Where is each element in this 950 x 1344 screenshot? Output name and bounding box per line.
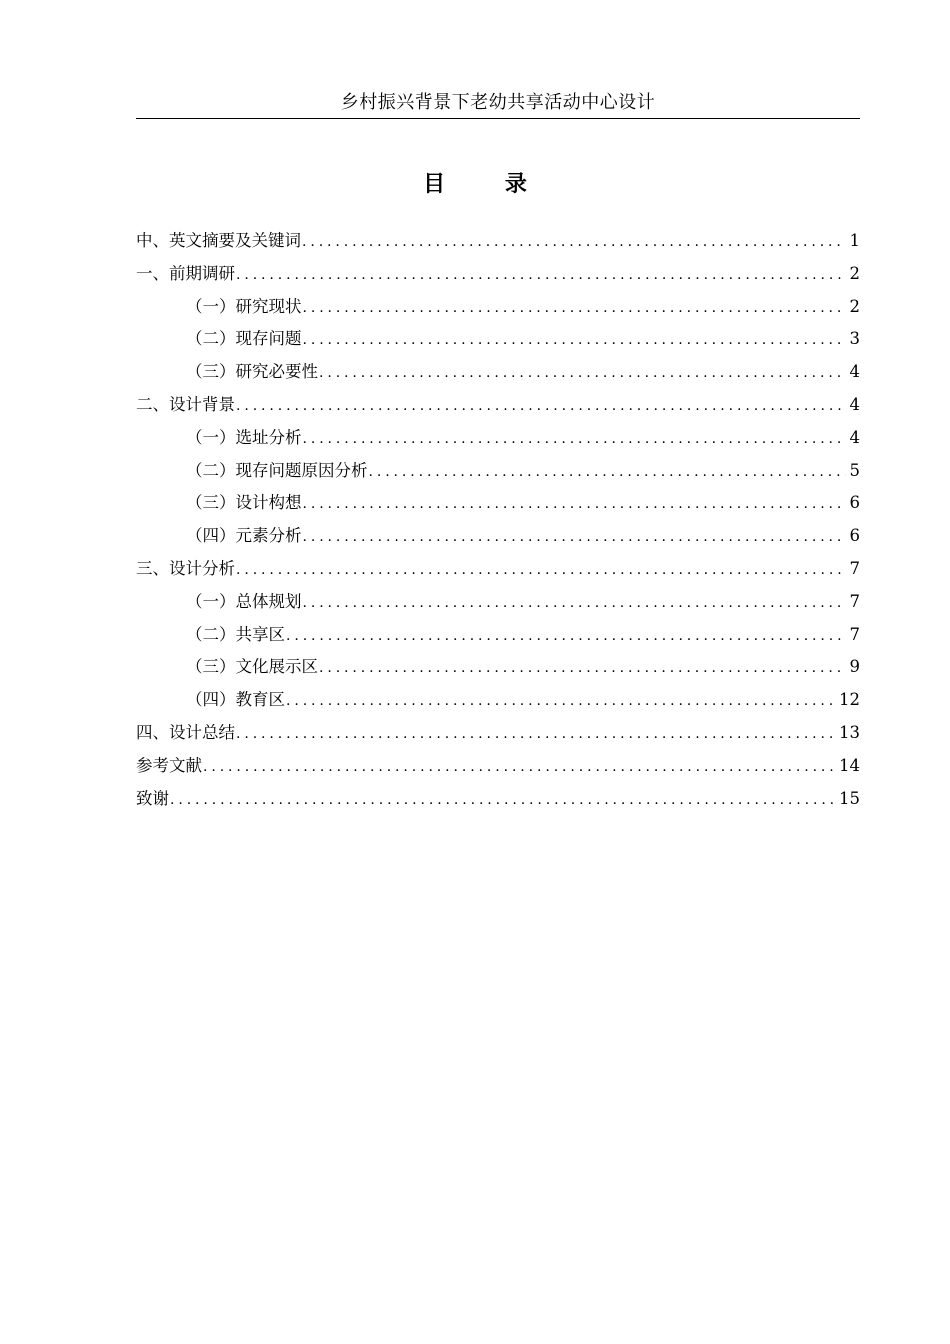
running-header [136,88,860,119]
dot-leader [235,259,846,291]
toc-entry-label: （三）研究必要性 [186,362,318,382]
toc-page-number: 2 [849,263,860,283]
toc-page-number: 5 [849,460,860,480]
toc-page-number: 12 [839,690,860,710]
dot-leader [285,620,846,652]
toc-page-number: 6 [849,526,860,546]
toc-entry-education-area[interactable] [136,684,860,717]
toc-entry-references[interactable] [136,750,860,783]
toc-entry-culture-exhibition-area[interactable] [136,651,860,684]
toc-title: 目 录 [423,171,553,197]
dot-leader [235,554,846,586]
toc-entry-label: 一、前期调研 [136,263,235,283]
toc-entry-abstract[interactable] [136,225,860,258]
dot-leader [235,390,846,422]
dot-leader [368,456,846,488]
toc-entry-label: （四）元素分析 [186,526,302,546]
toc-entry-label: 二、设计背景 [136,394,235,414]
toc-entry-shared-area[interactable] [136,619,860,652]
toc-entry-existing-problems[interactable] [136,323,860,356]
toc-page-number: 3 [849,329,860,349]
dot-leader [235,718,835,750]
toc-entry-cause-analysis[interactable] [136,455,860,488]
toc-page-number: 1 [849,231,860,250]
toc-entry-label: （二）共享区 [186,624,285,644]
dot-leader [302,587,846,619]
toc-page-number: 7 [849,624,860,644]
toc-page-number: 9 [849,657,860,677]
toc-entry-design-concept[interactable] [136,487,860,520]
toc-entry-label: （四）教育区 [186,690,285,710]
dot-leader [302,521,846,553]
dot-leader [318,357,846,389]
dot-leader [302,423,846,455]
toc-page-number: 14 [839,755,860,775]
toc-entry-label: （一）研究现状 [186,296,302,316]
toc-entry-element-analysis[interactable] [136,520,860,553]
dot-leader [302,488,846,520]
dot-leader [318,652,846,684]
table-of-contents [136,225,860,815]
toc-page-number: 4 [849,394,860,414]
dot-leader [301,226,846,258]
toc-entry-label: （二）现存问题原因分析 [186,460,368,480]
toc-entry-label: （三）文化展示区 [186,657,318,677]
toc-entry-design-background[interactable] [136,389,860,422]
toc-page-number: 15 [839,788,860,808]
toc-entry-research-status[interactable] [136,291,860,324]
toc-entry-design-analysis[interactable] [136,553,860,586]
toc-entry-label: （二）现存问题 [186,329,302,349]
toc-entry-master-plan[interactable] [136,586,860,619]
toc-entry-label: 参考文献 [136,755,202,775]
toc-entry-preliminary-research[interactable] [136,258,860,291]
dot-leader [169,784,835,816]
dot-leader [302,324,846,356]
toc-page-number: 13 [839,722,860,742]
toc-page-number: 2 [849,296,860,316]
toc-entry-label: 四、设计总结 [136,722,235,742]
toc-entry-label: 中、英文摘要及关键词 [136,231,301,250]
toc-entry-research-necessity[interactable] [136,356,860,389]
dot-leader [202,751,835,783]
toc-page-number: 7 [849,558,860,578]
toc-entry-label: （三）设计构想 [186,493,302,513]
toc-entry-acknowledgements[interactable] [136,783,860,816]
toc-page-number: 4 [849,427,860,447]
toc-entry-label: （一）总体规划 [186,591,302,611]
toc-entry-design-summary[interactable] [136,717,860,750]
toc-entry-label: 致谢 [136,788,169,808]
toc-entry-label: （一）选址分析 [186,427,302,447]
document-title: 乡村振兴背景下老幼共享活动中心设计 [340,92,656,113]
dot-leader [285,685,835,717]
toc-page-number: 6 [849,493,860,513]
toc-entry-site-analysis[interactable] [136,422,860,455]
toc-page-number: 4 [849,362,860,382]
toc-page-number: 7 [849,591,860,611]
toc-entry-label: 三、设计分析 [136,558,235,578]
dot-leader [302,292,846,324]
